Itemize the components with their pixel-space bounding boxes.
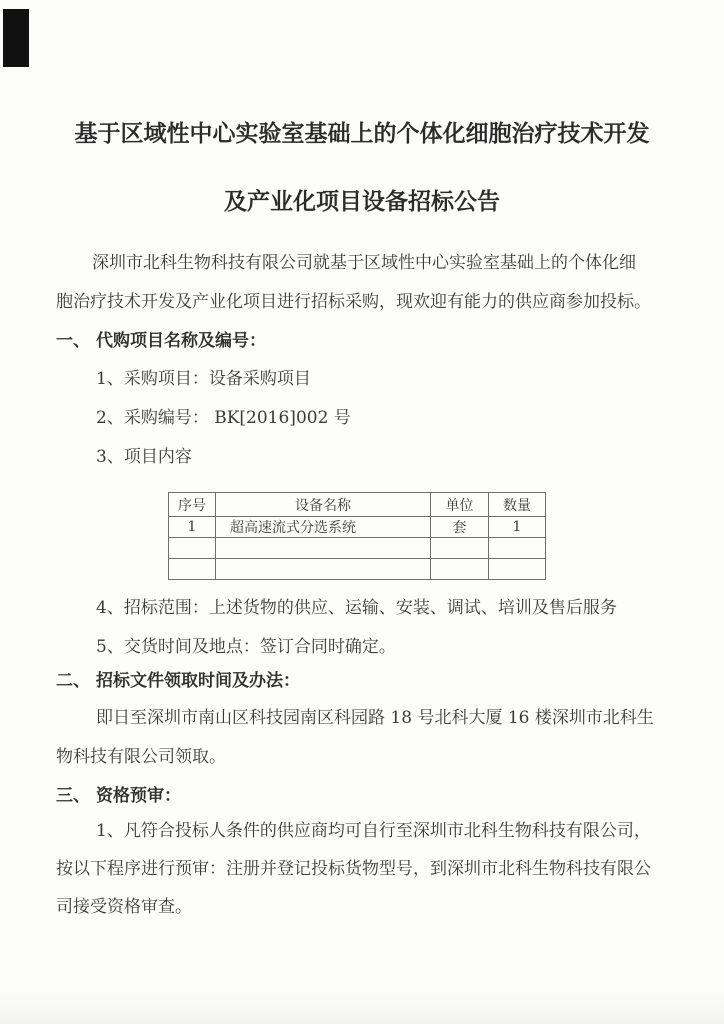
section-3-number: 三、 <box>56 786 90 806</box>
section-1-number: 一、 <box>56 331 90 351</box>
cell-unit <box>431 538 489 559</box>
section-1-item-2: 2、采购编号： BK[2016]002 号 <box>96 408 351 428</box>
intro-paragraph-line-2: 胞治疗技术开发及产业化项目进行招标采购，现欢迎有能力的供应商参加投标。 <box>56 292 651 312</box>
cell-index <box>169 559 216 580</box>
header-cell-index: 序号 <box>169 493 216 517</box>
section-1-item-1: 1、采购项目：设备采购项目 <box>96 369 311 389</box>
cell-unit <box>431 559 489 580</box>
header-cell-unit: 单位 <box>431 493 489 517</box>
scan-artifact-mark <box>3 9 29 67</box>
cell-quantity <box>489 538 546 559</box>
equipment-table <box>168 492 546 580</box>
section-1-title: 代购项目名称及编号： <box>96 331 266 351</box>
cell-quantity: 1 <box>489 517 546 538</box>
header-cell-device-name: 设备名称 <box>216 493 431 517</box>
header-cell-quantity: 数量 <box>489 493 546 517</box>
table-row <box>169 538 546 559</box>
cell-device-name <box>216 538 431 559</box>
section-1-item-5: 5、交货时间及地点：签订合同时确定。 <box>96 637 396 657</box>
cell-unit: 套 <box>431 517 489 538</box>
section-3-body-line-3: 司接受资格审查。 <box>56 897 192 917</box>
table-row <box>169 517 546 538</box>
section-3-title: 资格预审： <box>96 786 181 806</box>
doc-title-line-1: 基于区域性中心实验室基础上的个体化细胞治疗技术开发 <box>74 120 650 147</box>
cell-device-name <box>216 559 431 580</box>
intro-paragraph-line-1: 深圳市北科生物科技有限公司就基于区域性中心实验室基础上的个体化细 <box>92 253 636 273</box>
section-2-heading <box>56 670 300 692</box>
cell-index <box>169 538 216 559</box>
section-2-number: 二、 <box>56 671 90 691</box>
section-3-body-line-2: 按以下程序进行预审：注册并登记投标货物型号，到深圳市北科生物科技有限公 <box>56 859 651 879</box>
table-row <box>169 559 546 580</box>
section-1-heading <box>56 330 266 352</box>
cell-index: 1 <box>169 517 216 538</box>
section-2-title: 招标文件领取时间及办法： <box>96 671 300 691</box>
section-1-item-3: 3、项目内容 <box>96 447 192 467</box>
doc-title-line-2: 及产业化项目设备招标公告 <box>224 188 500 215</box>
cell-device-name: 超高速流式分选系统 <box>216 517 431 538</box>
section-3-heading <box>56 785 181 807</box>
section-2-body-line-1: 即日至深圳市南山区科技园南区科园路 18 号北科大厦 16 楼深圳市北科生 <box>96 708 654 728</box>
section-2-body-line-2: 物科技有限公司领取。 <box>56 747 226 767</box>
section-1-item-4: 4、招标范围：上述货物的供应、运输、安装、调试、培训及售后服务 <box>96 598 617 618</box>
section-3-body-line-1: 1、凡符合投标人条件的供应商均可自行至深圳市北科生物科技有限公司， <box>96 821 651 841</box>
equipment-table-header-row <box>169 493 546 517</box>
cell-quantity <box>489 559 546 580</box>
